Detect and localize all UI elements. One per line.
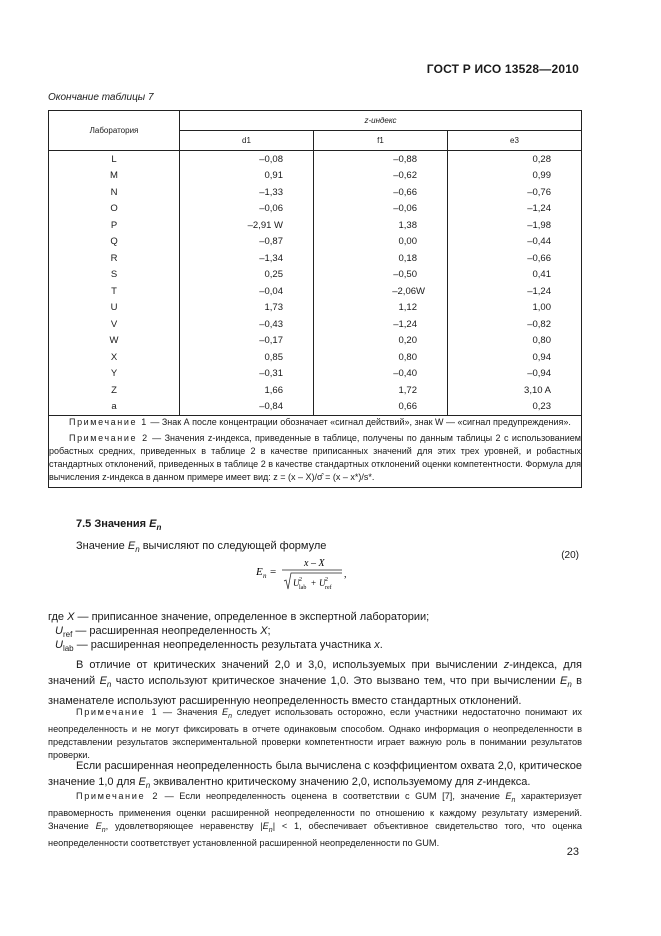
- d1-cell: 0,91: [180, 168, 314, 185]
- d1-cell: –2,91 W: [180, 217, 314, 234]
- table-row: [49, 234, 582, 251]
- svg-text:lab: lab: [299, 585, 307, 591]
- f1-cell: –0,06: [314, 201, 448, 218]
- lab-cell: a: [49, 399, 180, 416]
- f1-cell: –0,88: [314, 151, 448, 168]
- col-f1: f1: [314, 131, 448, 151]
- f1-cell: 0,66: [314, 399, 448, 416]
- f1-cell: 1,12: [314, 300, 448, 317]
- d1-cell: 1,73: [180, 300, 314, 317]
- f1-cell: 0,18: [314, 250, 448, 267]
- legend-prefix: где: [48, 611, 65, 623]
- f1-cell: –0,66: [314, 184, 448, 201]
- e3-cell: 3,10 A: [447, 382, 581, 399]
- svg-text:,: ,: [344, 569, 347, 580]
- table-row: [49, 184, 582, 201]
- table-row: [49, 217, 582, 234]
- note-gum: Примечание 2 — Если неопределенность оценена в соответствии с GUM [7], значение $E_n$ характеризует правомерность применения оценки расширенной неопределенности по отношению к каждому результату измерений. Значение $E_n$, удовлетворяющее неравенству $|E_n| < 1$, обеспечивает объективное свидетельство того, что оценка неопределенности соответствует установленной расширенной неопределенности по GUM.: [48, 791, 583, 848]
- section-title: 7.5 Значения $E_n$: [76, 518, 162, 533]
- lab-cell: V: [49, 316, 180, 333]
- table-row: [49, 168, 582, 185]
- d1-cell: –0,31: [180, 366, 314, 383]
- d1-cell: –0,08: [180, 151, 314, 168]
- e3-cell: –0,44: [447, 234, 581, 251]
- f1-cell: –0,40: [314, 366, 448, 383]
- d1-cell: –0,84: [180, 399, 314, 416]
- en-formula: [256, 556, 366, 599]
- lab-cell: Z: [49, 382, 180, 399]
- f1-cell: 0,80: [314, 349, 448, 366]
- paragraph-coverage-factor: Если расширенная неопределенность была вычислена с коэффициентом охвата 2,0, критическое значение 1,0 для $E_n$ эквивалентно критическому значению 2,0, используемому для z-индекса.: [48, 760, 582, 791]
- d1-cell: –0,04: [180, 283, 314, 300]
- f1-cell: 1,38: [314, 217, 448, 234]
- lab-cell: L: [49, 151, 180, 168]
- table-row: [49, 283, 582, 300]
- svg-text:ref: ref: [325, 585, 332, 591]
- e3-cell: –1,98: [447, 217, 581, 234]
- f1-cell: –2,06W: [314, 283, 448, 300]
- col-e3: e3: [447, 131, 581, 151]
- table-row: [49, 382, 582, 399]
- intro-text: Значение $E_n$ вычисляют по следующей формуле: [76, 540, 327, 555]
- d1-cell: 0,25: [180, 267, 314, 284]
- e3-cell: –0,94: [447, 366, 581, 383]
- lab-cell: M: [49, 168, 180, 185]
- e3-cell: 0,80: [447, 333, 581, 350]
- lab-cell: X: [49, 349, 180, 366]
- d1-cell: –0,43: [180, 316, 314, 333]
- table-row: [49, 316, 582, 333]
- e3-cell: 0,99: [447, 168, 581, 185]
- e3-cell: 1,00: [447, 300, 581, 317]
- paragraph-critical-values: В отличие от критических значений 2,0 и 3,0, используемых при вычислении z-индекса, для значений $E_n$ часто используют критическое значение 1,0. Это вызвано тем, что при вычислении $E_n$ в знаменателе используют расширенную неопределенность вместо стандартных отклонений.: [48, 659, 582, 708]
- table-row: [49, 250, 582, 267]
- formula-graphic: [256, 556, 366, 596]
- e3-cell: 0,23: [447, 399, 581, 416]
- e3-cell: –0,82: [447, 316, 581, 333]
- lab-header: Лаборатория: [49, 111, 180, 151]
- e3-cell: 0,94: [447, 349, 581, 366]
- equation-number: (20): [561, 550, 579, 561]
- svg-text:=: =: [270, 566, 277, 578]
- e3-cell: 0,41: [447, 267, 581, 284]
- table-row: [49, 333, 582, 350]
- table-row: [49, 399, 582, 416]
- table-row: [49, 300, 582, 317]
- svg-text:U: U: [293, 578, 300, 588]
- f1-cell: –1,24: [314, 316, 448, 333]
- lab-cell: O: [49, 201, 180, 218]
- table-note-1: [49, 416, 581, 429]
- d1-cell: –1,34: [180, 250, 314, 267]
- e3-cell: 0,28: [447, 151, 581, 168]
- e3-cell: –0,66: [447, 250, 581, 267]
- table-notes-row: [49, 416, 582, 488]
- note-en-caution: Примечание 1 — Значения $E_n$ следует использовать осторожно, если участники недостаточно понимают их неопределенность и не могут фиксировать в отчете одинаковым способом. Однако информация о неопределенности в представлении результатов экспериментальной проверки компетентности играет важную роль в понимании результатов проверки.: [48, 707, 582, 760]
- d1-cell: –0,17: [180, 333, 314, 350]
- table-notes: [49, 416, 582, 488]
- lab-cell: Y: [49, 366, 180, 383]
- table-row: [49, 201, 582, 218]
- svg-text:x – X: x – X: [304, 558, 325, 569]
- lab-cell: N: [49, 184, 180, 201]
- d1-cell: 0,85: [180, 349, 314, 366]
- svg-text:2: 2: [325, 577, 328, 583]
- e3-cell: –1,24: [447, 283, 581, 300]
- svg-text:+: +: [311, 578, 317, 588]
- table-row: [49, 366, 582, 383]
- e3-cell: –0,76: [447, 184, 581, 201]
- f1-cell: –0,50: [314, 267, 448, 284]
- svg-text:U: U: [319, 578, 326, 588]
- table-row: [49, 349, 582, 366]
- d1-cell: –0,06: [180, 201, 314, 218]
- lab-cell: T: [49, 283, 180, 300]
- legend-uref: $U_{ref}$ — расширенная неопределенность X;: [55, 625, 271, 640]
- zindex-header: z-индекс: [180, 111, 582, 131]
- note1-text: — Знак А после концентрации обозначает «сигнал действий», знак W — «сигнал предупреждения».: [147, 417, 571, 427]
- lab-cell: S: [49, 267, 180, 284]
- e3-cell: –1,24: [447, 201, 581, 218]
- note2-text: — Значения z-индекса, приведенные в таблице, получены по данным таблицы 2 с использованием робастных средних, приведенных в таблице 2 в качестве приписанных значений для этих трех уровней, и робастных стандартных отклонений, приведенных в таблице 2 в качестве стандартных отклонений оценки компетентности. Формула для вычисления z-индекса в данном примере имеет вид: z = (x – X)/σ̂ = (x – x*)/s*.: [49, 433, 581, 482]
- table-caption: Окончание таблицы 7: [48, 92, 154, 103]
- svg-text:E: E: [256, 566, 263, 578]
- f1-cell: 0,20: [314, 333, 448, 350]
- note1-label: Примечание 1: [69, 417, 148, 427]
- document-header: ГОСТ Р ИСО 13528—2010: [426, 62, 579, 76]
- zindex-table: [48, 110, 582, 488]
- lab-cell: Q: [49, 234, 180, 251]
- lab-cell: R: [49, 250, 180, 267]
- svg-text:2: 2: [299, 577, 302, 583]
- legend-ulab: $U_{lab}$ — расширенная неопределенность результата участника x.: [55, 639, 383, 654]
- page-number: 23: [566, 846, 579, 858]
- d1-cell: –0,87: [180, 234, 314, 251]
- d1-cell: 1,66: [180, 382, 314, 399]
- table-row: [49, 151, 582, 168]
- note2-label: Примечание 2: [69, 433, 149, 443]
- d1-cell: –1,33: [180, 184, 314, 201]
- lab-cell: U: [49, 300, 180, 317]
- f1-cell: –0,62: [314, 168, 448, 185]
- lab-cell: W: [49, 333, 180, 350]
- f1-cell: 0,00: [314, 234, 448, 251]
- table-row: [49, 267, 582, 284]
- lab-cell: P: [49, 217, 180, 234]
- f1-cell: 1,72: [314, 382, 448, 399]
- table-note-2: [49, 432, 581, 484]
- col-d1: d1: [180, 131, 314, 151]
- svg-text:n: n: [263, 572, 267, 580]
- legend-x: где X — приписанное значение, определенное в экспертной лаборатории;: [48, 611, 430, 623]
